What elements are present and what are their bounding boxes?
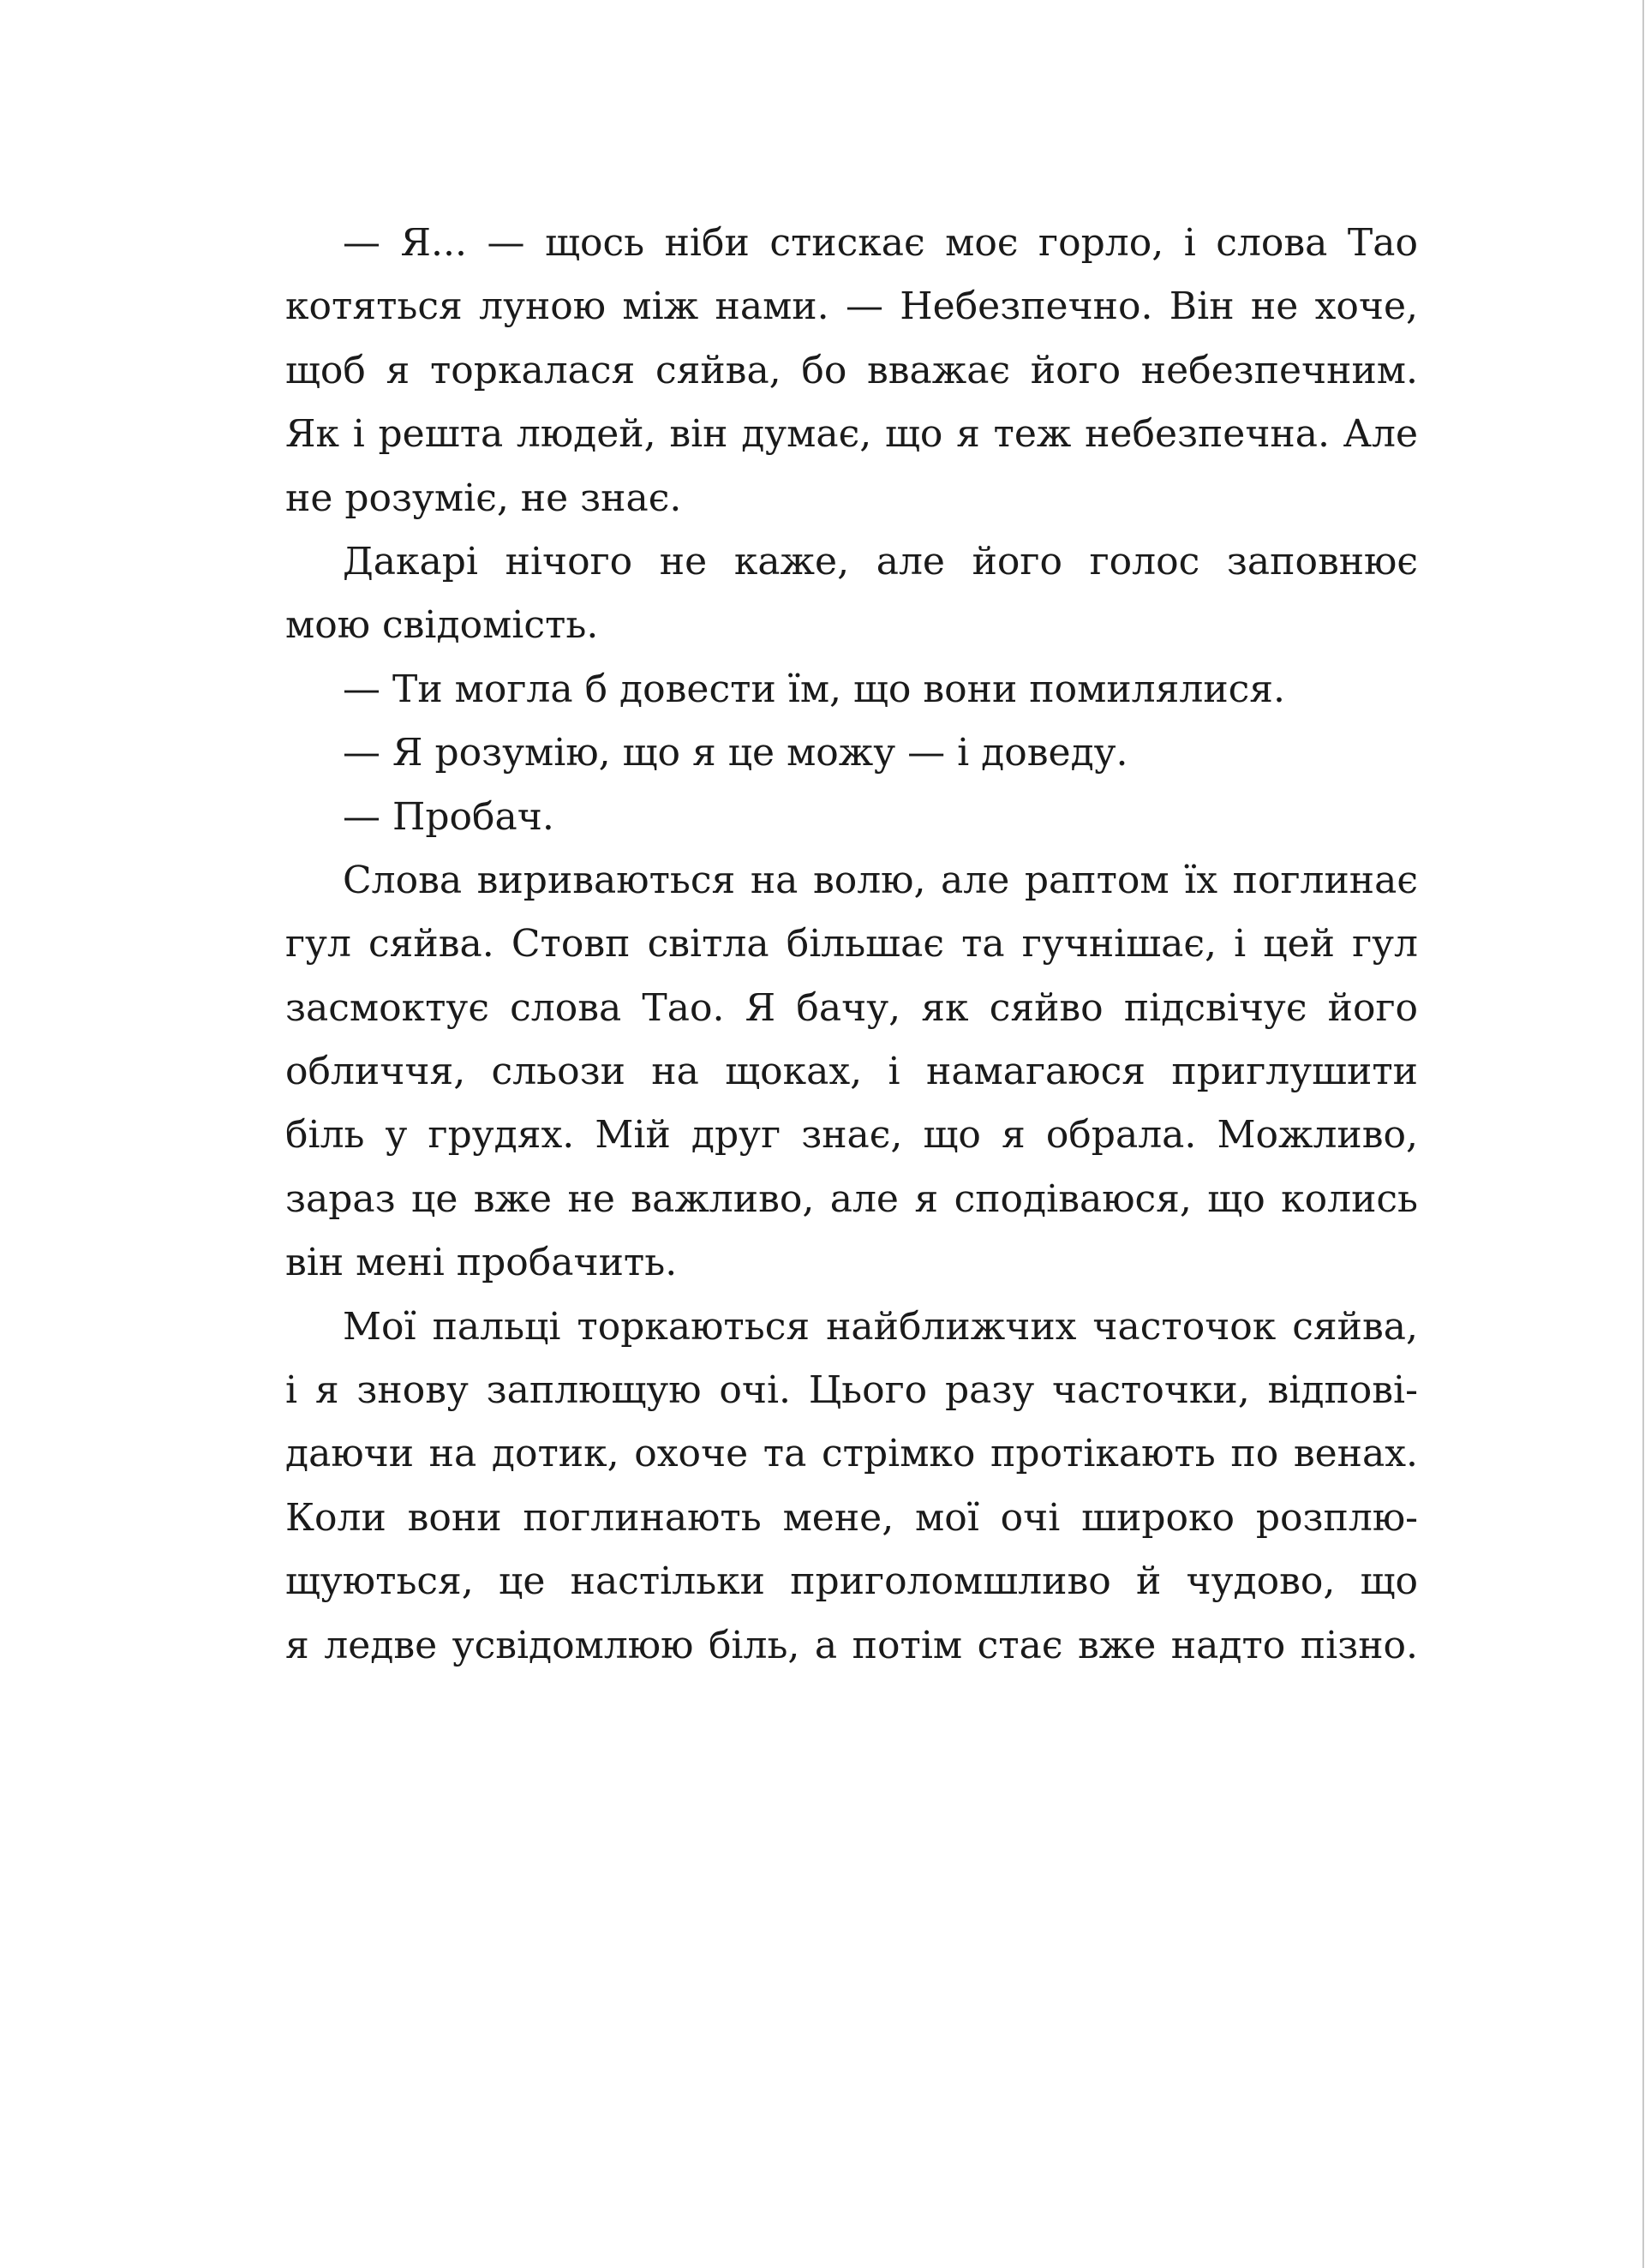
text-line: Дакарі нічого не каже, але його голос заповнює xyxy=(343,539,1418,583)
text-line: Коли вони поглинають мене, мої очі широко розплю- xyxy=(285,1495,1418,1540)
book-page-text xyxy=(285,212,1418,1678)
text-line: даючи на дотик, охоче та стрімко протікають по венах. xyxy=(285,1432,1418,1476)
text-line: Мої пальці торкаються найближчих часточок сяйва, xyxy=(343,1304,1418,1349)
text-line: мою свідомість. xyxy=(285,603,599,648)
text-line: він мені пробачить. xyxy=(285,1241,678,1285)
text-line: Слова вириваються на волю, але раптом їх поглинає xyxy=(343,858,1418,902)
text-line: засмоктує слова Тао. Я бачу, як сяйво підсвічує його xyxy=(285,985,1418,1030)
text-line: Як і решта людей, він думає, що я теж небезпечна. Але xyxy=(285,412,1418,457)
text-line: біль у грудях. Мій друг знає, що я обрала. Можливо, xyxy=(285,1113,1418,1158)
text-line: не розуміє, не знає. xyxy=(285,476,682,520)
text-line: — Пробач. xyxy=(343,794,554,839)
text-line: зараз це вже не важливо, але я сподіваюся, що колись xyxy=(285,1176,1418,1221)
text-line: я ледве усвідомлюю біль, а потім стає вже надто пізно. xyxy=(285,1623,1418,1667)
text-line: щоб я торкалася сяйва, бо вважає його небезпечним. xyxy=(285,348,1418,392)
text-line: — Я розумію, що я це можу — і доведу. xyxy=(343,731,1128,775)
text-line: щуються, це настільки приголомшливо й чудово, що xyxy=(285,1559,1418,1604)
text-line: — Я... — щось ніби стискає моє горло, і слова Тао xyxy=(343,221,1418,265)
page-edge-divider xyxy=(1642,0,1644,2268)
text-line: і я знову заплющую очі. Цього разу часточки, відпові- xyxy=(285,1368,1418,1413)
text-line: обличчя, сльози на щоках, і намагаюся приглушити xyxy=(285,1050,1418,1094)
text-line: — Ти могла б довести їм, що вони помилялися. xyxy=(343,667,1286,711)
text-line: котяться луною між нами. — Небезпечно. Він не хоче, xyxy=(285,284,1418,329)
text-line: гул сяйва. Стовп світла більшає та гучнішає, і цей гул xyxy=(285,922,1418,966)
